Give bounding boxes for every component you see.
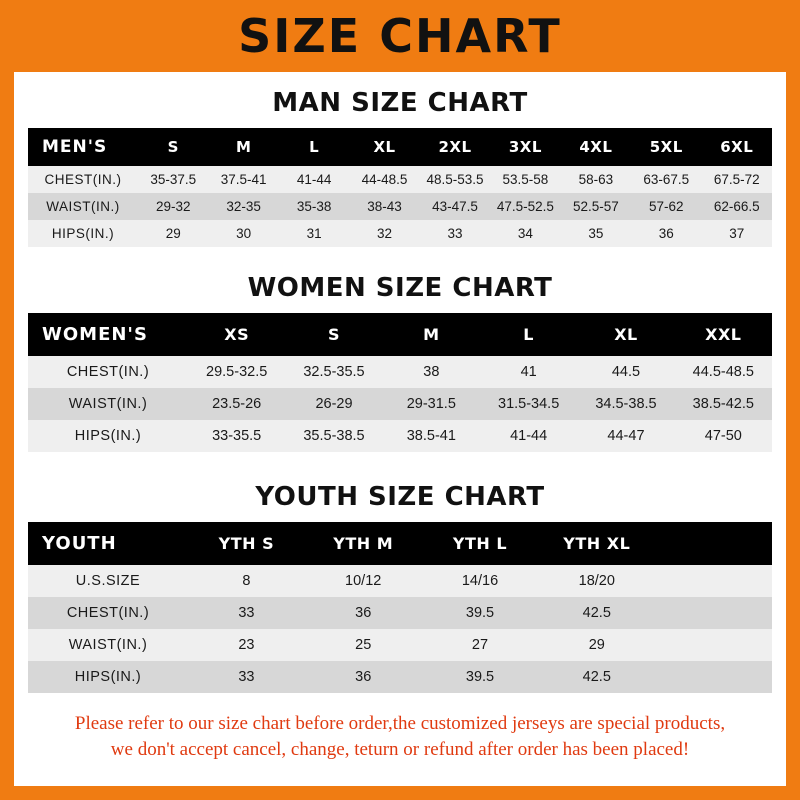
col-header-xxl: XXL [675, 313, 772, 356]
cell: 38.5-42.5 [675, 388, 772, 420]
table-header-row [28, 522, 772, 565]
section-title-man: MAN SIZE CHART [272, 88, 528, 118]
cell: 37 [702, 220, 773, 247]
cell: 44.5-48.5 [675, 356, 772, 388]
cell: 32 [349, 220, 419, 247]
cell: 47.5-52.5 [490, 193, 560, 220]
cell: 37.5-41 [208, 166, 278, 193]
cell: 62-66.5 [702, 193, 773, 220]
table-row [28, 166, 772, 193]
cell: 27 [422, 629, 539, 661]
cell [655, 629, 772, 661]
cell: 29-32 [138, 193, 208, 220]
cell [655, 661, 772, 693]
man-size-table [28, 128, 772, 247]
cell: 44-48.5 [349, 166, 419, 193]
cell: 10/12 [305, 565, 422, 597]
cell: 35-37.5 [138, 166, 208, 193]
col-header-s: S [138, 128, 208, 166]
cell: 41-44 [279, 166, 349, 193]
col-header-l: L [279, 128, 349, 166]
cell: 42.5 [538, 597, 655, 629]
cell: 36 [631, 220, 701, 247]
table-row [28, 388, 772, 420]
cell: 63-67.5 [631, 166, 701, 193]
cell [655, 597, 772, 629]
col-header-yth-xl: YTH XL [538, 522, 655, 565]
cell: 35 [561, 220, 631, 247]
section-title-youth: YOUTH SIZE CHART [255, 482, 545, 512]
row-label: HIPS(IN.) [28, 420, 188, 452]
table-row [28, 356, 772, 388]
cell: 32-35 [208, 193, 278, 220]
cell: 26-29 [285, 388, 382, 420]
youth-table-body [28, 565, 772, 693]
row-label: WAIST(IN.) [28, 629, 188, 661]
cell: 47-50 [675, 420, 772, 452]
women-table-head [28, 313, 772, 356]
cell: 35-38 [279, 193, 349, 220]
cell: 39.5 [422, 597, 539, 629]
man-table-head [28, 128, 772, 166]
col-header-6xl: 6XL [702, 128, 773, 166]
cell: 53.5-58 [490, 166, 560, 193]
cell: 29.5-32.5 [188, 356, 285, 388]
cell: 33 [188, 661, 305, 693]
col-header-5xl: 5XL [631, 128, 701, 166]
cell: 34.5-38.5 [577, 388, 674, 420]
content-area [14, 88, 786, 762]
cell: 31.5-34.5 [480, 388, 577, 420]
col-header-empty [655, 522, 772, 565]
cell: 30 [208, 220, 278, 247]
cell: 38.5-41 [383, 420, 480, 452]
cell: 32.5-35.5 [285, 356, 382, 388]
table-row [28, 193, 772, 220]
table-header-row [28, 313, 772, 356]
col-header-mens: MEN'S [28, 128, 138, 166]
cell: 29 [538, 629, 655, 661]
women-table-body [28, 356, 772, 452]
cell: 8 [188, 565, 305, 597]
youth-table-head [28, 522, 772, 565]
cell: 14/16 [422, 565, 539, 597]
bottom-accent-bar [0, 786, 800, 800]
col-header-youth: YOUTH [28, 522, 188, 565]
cell: 38-43 [349, 193, 419, 220]
cell: 23.5-26 [188, 388, 285, 420]
row-label: CHEST(IN.) [28, 166, 138, 193]
cell: 39.5 [422, 661, 539, 693]
row-label: CHEST(IN.) [28, 597, 188, 629]
table-row [28, 661, 772, 693]
col-header-s: S [285, 313, 382, 356]
cell: 18/20 [538, 565, 655, 597]
cell: 38 [383, 356, 480, 388]
col-header-m: M [208, 128, 278, 166]
cell: 42.5 [538, 661, 655, 693]
row-label: WAIST(IN.) [28, 388, 188, 420]
man-table-body [28, 166, 772, 247]
cell: 29-31.5 [383, 388, 480, 420]
footer-note [34, 711, 766, 762]
col-header-yth-l: YTH L [422, 522, 539, 565]
section-title-women: WOMEN SIZE CHART [247, 273, 553, 303]
women-size-table [28, 313, 772, 452]
table-row [28, 597, 772, 629]
cell: 67.5-72 [702, 166, 773, 193]
col-header-xl: XL [577, 313, 674, 356]
footer-note-line1: Please refer to our size chart before order,the customized jerseys are special products, [74, 713, 726, 734]
col-header-l: L [480, 313, 577, 356]
row-label: U.S.SIZE [28, 565, 188, 597]
table-row [28, 420, 772, 452]
youth-size-table [28, 522, 772, 693]
col-header-xl: XL [349, 128, 419, 166]
col-header-yth-s: YTH S [188, 522, 305, 565]
table-row [28, 565, 772, 597]
cell: 43-47.5 [420, 193, 490, 220]
table-row [28, 629, 772, 661]
cell: 41 [480, 356, 577, 388]
table-row [28, 220, 772, 247]
row-label: HIPS(IN.) [28, 661, 188, 693]
cell: 34 [490, 220, 560, 247]
cell: 44-47 [577, 420, 674, 452]
footer-note-line2: we don't accept cancel, change, teturn or refund after order has been placed! [110, 738, 690, 760]
cell: 29 [138, 220, 208, 247]
col-header-m: M [383, 313, 480, 356]
cell: 57-62 [631, 193, 701, 220]
col-header-womens: WOMEN'S [28, 313, 188, 356]
col-header-3xl: 3XL [490, 128, 560, 166]
col-header-4xl: 4XL [561, 128, 631, 166]
cell: 41-44 [480, 420, 577, 452]
row-label: WAIST(IN.) [28, 193, 138, 220]
col-header-2xl: 2XL [420, 128, 490, 166]
row-label: HIPS(IN.) [28, 220, 138, 247]
cell: 25 [305, 629, 422, 661]
cell: 48.5-53.5 [420, 166, 490, 193]
cell: 33 [188, 597, 305, 629]
page-title: SIZE CHART [238, 9, 562, 63]
cell: 52.5-57 [561, 193, 631, 220]
header-banner [0, 0, 800, 72]
cell [655, 565, 772, 597]
cell: 31 [279, 220, 349, 247]
col-header-xs: XS [188, 313, 285, 356]
cell: 36 [305, 661, 422, 693]
cell: 33-35.5 [188, 420, 285, 452]
cell: 23 [188, 629, 305, 661]
cell: 36 [305, 597, 422, 629]
table-header-row [28, 128, 772, 166]
cell: 58-63 [561, 166, 631, 193]
cell: 33 [420, 220, 490, 247]
row-label: CHEST(IN.) [28, 356, 188, 388]
cell: 44.5 [577, 356, 674, 388]
cell: 35.5-38.5 [285, 420, 382, 452]
col-header-yth-m: YTH M [305, 522, 422, 565]
